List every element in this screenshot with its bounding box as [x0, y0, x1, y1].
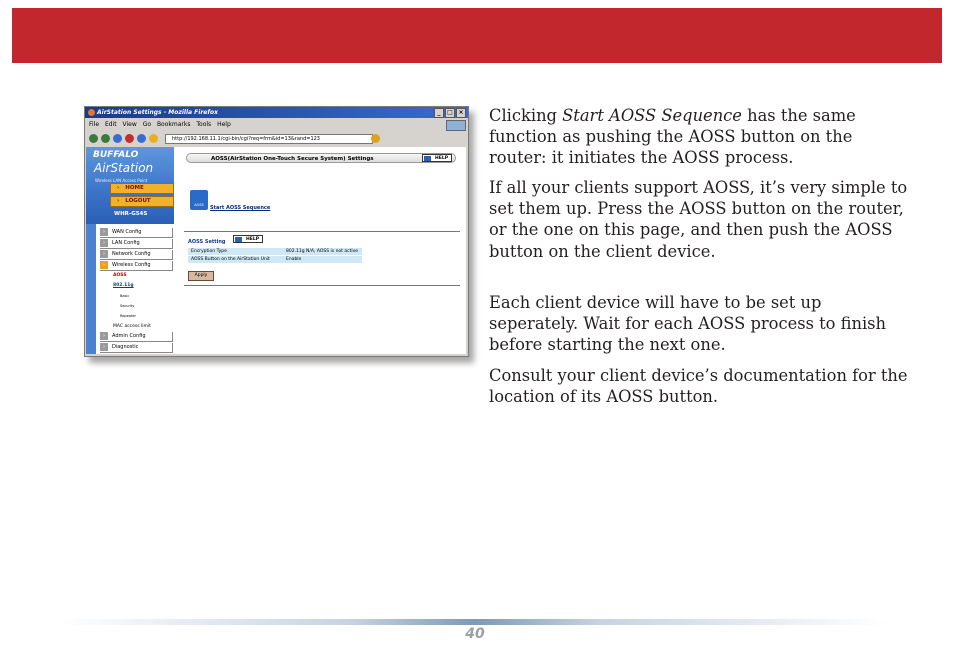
page-icon	[149, 134, 158, 143]
sidebar-item-wan-config[interactable]: › WAN Config	[100, 228, 173, 238]
back-icon[interactable]	[89, 134, 98, 143]
menu-bookmarks[interactable]: Bookmarks	[156, 121, 191, 128]
logout-button[interactable]: › LOGOUT	[110, 196, 174, 207]
maximize-icon[interactable]: □	[445, 108, 455, 118]
menu-edit[interactable]: Edit	[104, 121, 117, 128]
settings-page-title: AOSS(AirStation One-Touch Secure System) Settings	[186, 153, 456, 163]
paragraph-set-up-separately: Each client device will have to be set up seperately. Wait for each AOSS process to finish before starting the next one.	[489, 293, 887, 355]
stop-icon[interactable]	[125, 134, 134, 143]
chevron-right-icon: ›	[117, 198, 120, 204]
product-subtitle: Wireless LAN Access Point	[95, 178, 148, 183]
sidebar-item-admin-config[interactable]: › Admin Config	[100, 332, 173, 342]
home-icon[interactable]	[137, 134, 146, 143]
throbber-icon	[446, 120, 466, 131]
enable-checkbox[interactable]: Enable	[286, 257, 302, 262]
close-icon[interactable]: ×	[456, 108, 466, 118]
nav-toolbar	[85, 131, 468, 145]
settings-content	[178, 147, 464, 354]
sidebar-item-lan-config[interactable]: › LAN Config	[100, 239, 173, 249]
menu-tools[interactable]: Tools	[196, 121, 212, 128]
menu-go[interactable]: Go	[142, 121, 152, 128]
sidebar-sub-basic[interactable]: Basic	[120, 294, 130, 298]
chevron-right-icon: ›	[117, 185, 120, 191]
browser-viewport	[86, 147, 466, 354]
table-row: Encryption Type 802.11g N/A, AOSS is not active	[188, 248, 362, 255]
paragraph-clients-support: If all your clients support AOSS, it’s very simple to set them up. Press the AOSS button on the router, or the one on this page, and then push the AOSS button on the client device.	[489, 178, 908, 261]
window-controls	[434, 108, 466, 118]
divider	[184, 285, 460, 286]
go-icon[interactable]	[371, 134, 380, 143]
arrow-down-icon: ›	[100, 261, 108, 269]
brand-logo: BUFFALO	[93, 150, 139, 160]
url-input[interactable]: http://192.168.11.1/cgi-bin/cgi?req=frm&id=13&rand=123	[165, 134, 373, 144]
help-button[interactable]: HELP	[422, 154, 452, 162]
arrow-right-icon: ›	[100, 228, 108, 236]
footer-divider	[60, 619, 890, 625]
table-row: AOSS Button on the AirStation Unit Enable	[188, 256, 362, 263]
start-aoss-sequence-link[interactable]: Start AOSS Sequence	[210, 205, 271, 211]
forward-icon[interactable]	[101, 134, 110, 143]
sidebar-item-wireless-config[interactable]: › Wireless Config	[100, 261, 173, 271]
aoss-setting-help-button[interactable]: HELP	[233, 235, 263, 243]
window-titlebar	[85, 107, 468, 118]
menu-bar	[85, 119, 468, 130]
arrow-right-icon: ›	[100, 239, 108, 247]
menu-view[interactable]: View	[122, 121, 137, 128]
sidebar-sub-80211g[interactable]: 802.11g	[113, 283, 134, 288]
product-logo: AirStation	[94, 161, 154, 175]
sidebar-header	[86, 147, 174, 224]
arrow-right-icon: ›	[100, 332, 108, 340]
sidebar-item-diagnostic[interactable]: › Diagnostic	[100, 343, 173, 353]
paragraph-consult-docs: Consult your client device’s documentation for the location of its AOSS button.	[489, 366, 908, 407]
start-aoss-sequence-term: Start AOSS Sequence	[562, 106, 742, 125]
page-number: 40	[465, 626, 485, 642]
model-name: WHR-G54S	[114, 211, 148, 217]
menu-file[interactable]: File	[89, 121, 100, 128]
arrow-right-icon: ›	[100, 250, 108, 258]
aoss-icon[interactable]: AOSS	[190, 190, 208, 210]
menu-help[interactable]: Help	[217, 121, 231, 128]
aoss-setting-title: AOSS Setting	[188, 239, 226, 245]
sidebar-sub-mac-access-limit[interactable]: MAC access limit	[113, 324, 151, 329]
arrow-right-icon: ›	[100, 343, 108, 351]
apply-button[interactable]: Apply	[188, 271, 214, 281]
sidebar-sub-security[interactable]: Security	[120, 304, 135, 308]
sidebar-strip	[86, 224, 96, 354]
divider	[184, 231, 460, 232]
header-banner	[12, 8, 942, 63]
airstation-sidebar	[86, 147, 174, 354]
sidebar-sub-aoss[interactable]: AOSS	[113, 273, 127, 278]
home-button[interactable]: › HOME	[110, 183, 174, 194]
minimize-icon[interactable]: _	[434, 108, 444, 118]
reload-icon[interactable]	[113, 134, 122, 143]
sidebar-sub-repeater[interactable]: Repeater	[120, 314, 136, 318]
window-title: AirStation Settings - Mozilla Firefox	[97, 109, 218, 116]
paragraph-start-aoss: Clicking Start AOSS Sequence has the same function as pushing the AOSS button on the router: it initiates the AOSS process.	[489, 106, 856, 168]
sidebar-item-network-config[interactable]: › Network Config	[100, 250, 173, 260]
firefox-icon	[88, 109, 95, 116]
router-config-screenshot	[84, 106, 469, 357]
